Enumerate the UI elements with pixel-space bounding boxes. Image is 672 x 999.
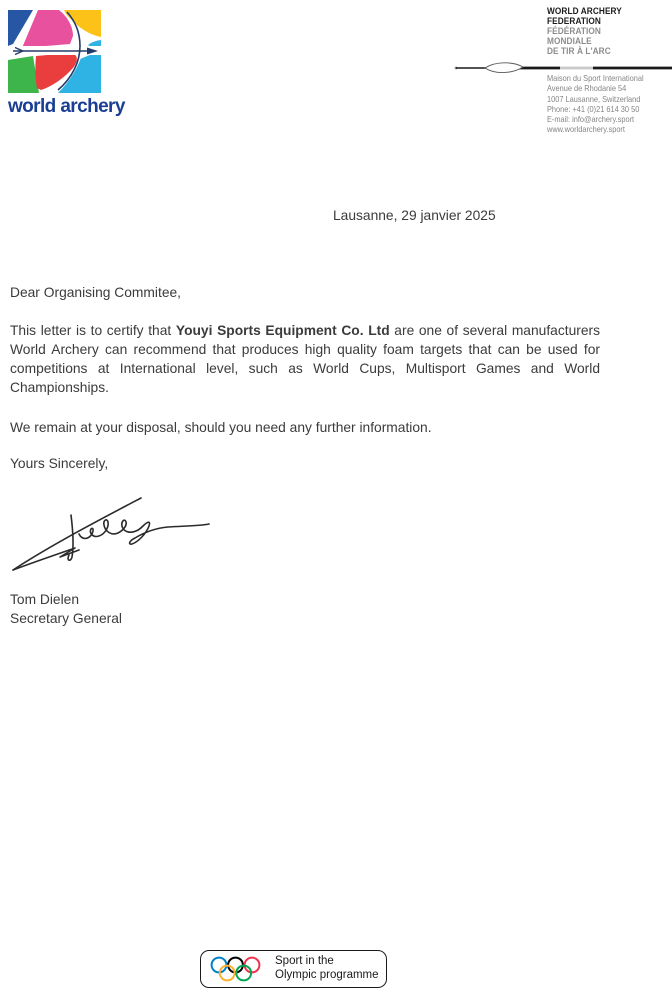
signoff: Yours Sincerely, bbox=[10, 456, 109, 471]
world-archery-logo bbox=[8, 10, 125, 118]
letter-body bbox=[10, 283, 600, 628]
address-line-website: www.worldarchery.sport bbox=[547, 124, 625, 135]
org-name-fr-line3: DE TIR À L'ARC bbox=[547, 46, 611, 57]
org-name-fr-line2: MONDIALE bbox=[547, 36, 592, 47]
certify-prefix: This letter is to certify that bbox=[10, 323, 176, 338]
address-line-1: Maison du Sport International bbox=[547, 73, 644, 83]
badge-text bbox=[275, 955, 379, 983]
closing-line: We remain at your disposal, should you need any further information. bbox=[10, 420, 432, 435]
certify-suffix: are one of several manufacturers World Archery can recommend that produces high quality foam targets that can be used for competitions at International level, such as World Cups, Multisport Games and World Championships. bbox=[10, 323, 601, 395]
company-name: Youyi Sports Equipment Co. Ltd bbox=[175, 323, 390, 338]
world-archery-logo-icon bbox=[8, 10, 101, 93]
signer-title: Secretary General bbox=[10, 611, 122, 626]
org-name-en-line2: FEDERATION bbox=[547, 16, 601, 27]
signer-block bbox=[10, 590, 600, 628]
greeting: Dear Organising Commitee, bbox=[10, 285, 181, 300]
badge-text-line2: Olympic programme bbox=[275, 969, 379, 981]
org-name-fr bbox=[547, 27, 672, 57]
signer-name: Tom Dielen bbox=[10, 592, 80, 607]
logo-wordmark: world archery bbox=[8, 96, 125, 117]
certification-paragraph bbox=[10, 321, 600, 397]
address-line-3: 1007 Lausanne, Switzerland bbox=[547, 93, 641, 104]
olympic-rings-icon bbox=[210, 954, 262, 984]
address-line-2: Avenue de Rhodanie 54 bbox=[547, 83, 627, 94]
org-name-en bbox=[547, 7, 672, 27]
org-name-fr-line1: FÉDÉRATION bbox=[547, 26, 601, 37]
signature-image bbox=[5, 486, 600, 584]
badge-text-line1: Sport in the bbox=[275, 955, 334, 968]
org-name-en-line1: WORLD ARCHERY bbox=[547, 6, 622, 17]
arrow-icon bbox=[450, 58, 672, 78]
address-line-phone: Phone: +41 (0)21 614 30 50 bbox=[547, 103, 640, 114]
address-line-email: E-mail: info@archery.sport bbox=[547, 114, 635, 125]
olympic-programme-badge bbox=[200, 950, 387, 988]
dateline: Lausanne, 29 janvier 2025 bbox=[333, 208, 496, 223]
address-block bbox=[547, 73, 672, 135]
